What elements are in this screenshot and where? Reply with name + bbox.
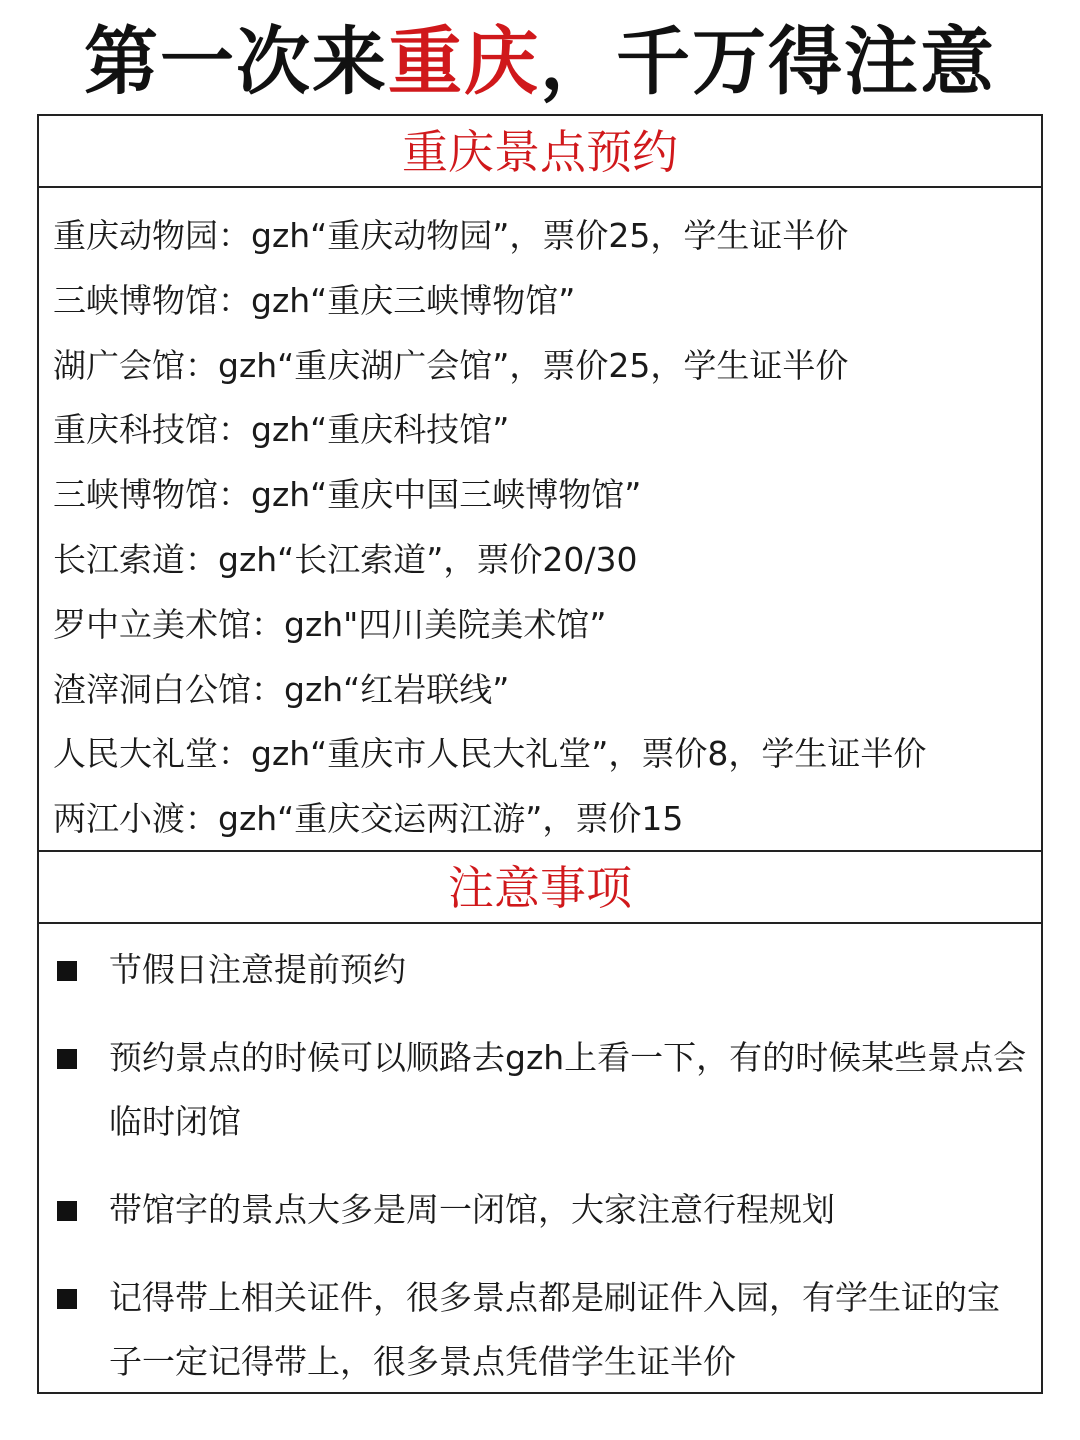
booking-item: 人民大礼堂：gzh“重庆市人民大礼堂”，票价8，学生证半价 bbox=[53, 734, 927, 774]
title-accent-city: 重庆 bbox=[388, 19, 540, 105]
note-item bbox=[55, 1026, 1030, 1154]
square-bullet-icon bbox=[57, 961, 77, 981]
booking-list bbox=[53, 204, 1038, 852]
title-part-2: ，千万得注意 bbox=[540, 19, 996, 105]
booking-item: 三峡博物馆：gzh“重庆三峡博物馆” bbox=[53, 280, 576, 320]
booking-section-heading: 重庆景点预约 bbox=[39, 116, 1041, 188]
note-text: 预约景点的时候可以顺路去gzh上看一下，有的时候某些景点会临时闭馆 bbox=[109, 1038, 1027, 1141]
info-card bbox=[37, 114, 1043, 1394]
notes-section-heading: 注意事项 bbox=[39, 850, 1041, 924]
note-item bbox=[55, 938, 1030, 1002]
note-text: 节假日注意提前预约 bbox=[109, 950, 406, 989]
booking-item: 两江小渡：gzh“重庆交运两江游”，票价15 bbox=[53, 799, 684, 839]
title-part-1: 第一次来 bbox=[84, 19, 388, 105]
notes-list bbox=[55, 938, 1030, 1394]
page-title bbox=[0, 14, 1080, 110]
note-item bbox=[55, 1266, 1030, 1394]
booking-item: 三峡博物馆：gzh“重庆中国三峡博物馆” bbox=[53, 475, 642, 515]
note-text: 带馆字的景点大多是周一闭馆，大家注意行程规划 bbox=[109, 1190, 835, 1229]
square-bullet-icon bbox=[57, 1201, 77, 1221]
booking-item: 重庆动物园：gzh“重庆动物园”，票价25，学生证半价 bbox=[53, 216, 849, 255]
booking-item: 罗中立美术馆：gzh"四川美院美术馆” bbox=[53, 604, 607, 644]
booking-item: 长江索道：gzh“长江索道”，票价20/30 bbox=[53, 539, 638, 579]
booking-item: 渣滓洞白公馆：gzh“红岩联线” bbox=[53, 669, 510, 709]
booking-item: 重庆科技馆：gzh“重庆科技馆” bbox=[53, 410, 510, 450]
note-item bbox=[55, 1178, 1030, 1242]
booking-item: 湖广会馆：gzh“重庆湖广会馆”，票价25，学生证半价 bbox=[53, 345, 849, 385]
note-text: 记得带上相关证件，很多景点都是刷证件入园，有学生证的宝子一定记得带上，很多景点凭借学生证半价 bbox=[109, 1278, 1000, 1381]
square-bullet-icon bbox=[57, 1049, 77, 1069]
square-bullet-icon bbox=[57, 1289, 77, 1309]
